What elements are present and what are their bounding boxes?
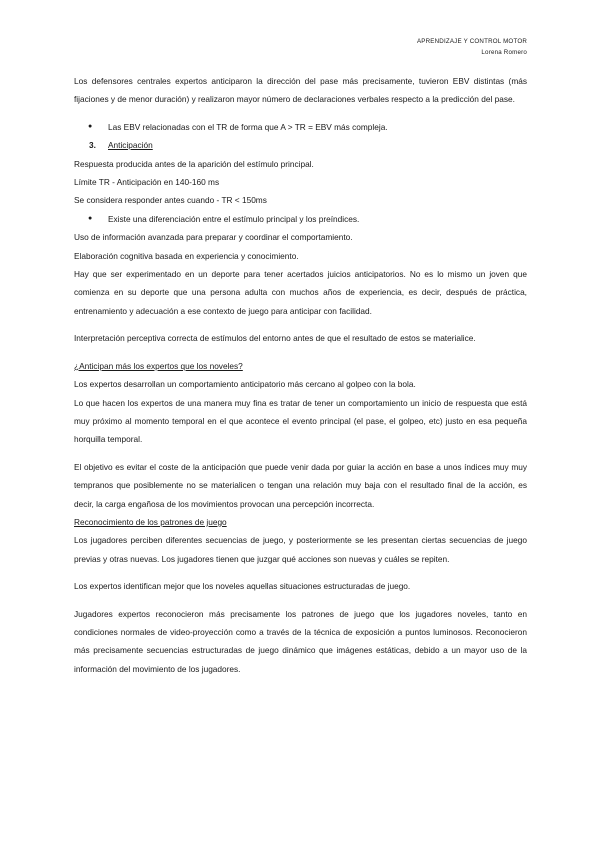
header-author: Lorena Romero (481, 48, 527, 56)
line-elaboracion: Elaboración cognitiva basada en experiencia y conocimiento. (74, 250, 299, 261)
line-expertos: Los expertos desarrollan un comportamiento anticipatorio más cercano al golpeo con la bola. (74, 379, 416, 390)
bullet-icon: ● (88, 214, 93, 222)
bullet-text: Las EBV relacionadas con el TR de forma que A > TR = EBV más compleja. (108, 121, 388, 132)
section-heading-anticipacion (74, 136, 527, 154)
paragraph-lo-que-hacen: Lo que hacen los expertos de una manera muy fina es tratar de tener un comportamiento un inicio de respuesta que está muy próximo al momento temporal en el que acontece el evento principal (el pase, el golpeo, etc) justo en esa pequeña horquilla temporal. (74, 397, 527, 445)
section-title: Anticipación (108, 140, 153, 151)
header-course-title: APRENDIZAJE Y CONTROL MOTOR (416, 38, 527, 45)
paragraph-interpretacion: Interpretación perceptiva correcta de estímulos del entorno antes de que el resultado de estos se materialice. (74, 333, 476, 344)
section-number: 3. (89, 140, 96, 151)
line-identifican: Los expertos identifican mejor que los noveles aquellas situaciones estructuradas de juego. (74, 581, 411, 592)
bullet-item (74, 118, 527, 136)
document-body (74, 72, 527, 678)
paragraph-objetivo: El objetivo es evitar el coste de la anticipación que puede venir dada por guiar la acción en base a unos índices muy muy tempranos que posiblemente no se materialicen o tengan una relación muy baja con el resultado final de la acción, es decir, la carga engañosa de los movimientos provocan una percepción incorrecta. (74, 461, 527, 509)
paragraph-experimentado: Hay que ser experimentado en un deporte para tener acertados juicios anticipatorios. No es lo mismo un joven que comienza en su deporte que una persona adulta con muchos años de experiencia, es decir, después de práctica, entrenamiento y adecuación a ese contexto de juego para anticipar con facilidad. (74, 269, 527, 316)
paragraph-reconocieron: Jugadores expertos reconocieron más precisamente los patrones de juego que los jugadores noveles, tanto en condiciones normales de video-proyección como a través de la técnica de exposición a puntos luminosos. Reconocieron más precisamente secuencias estructuradas de juego dinámico que imágenes estáticas, debido a un mayor uso de la información del movimiento de los jugadores. (74, 608, 527, 674)
paragraph-defensores: Los defensores centrales expertos anticiparon la dirección del pase más precisamente, tuvieron EBV distintas (más fijaciones y de menor duración) y realizaron mayor número de declaraciones verbales respecto a la predicción del pase. (74, 76, 527, 105)
bullet-text: Existe una diferenciación entre el estímulo principal y los preíndices. (108, 213, 360, 224)
line-respuesta: Respuesta producida antes de la aparición del estímulo principal. (74, 158, 314, 169)
heading-reconocimiento: Reconocimiento de los patrones de juego (74, 516, 227, 527)
line-uso: Uso de información avanzada para preparar y coordinar el comportamiento. (74, 232, 353, 243)
line-limite: Límite TR - Anticipación en 140-160 ms (74, 177, 220, 188)
bullet-icon: ● (88, 122, 93, 130)
line-considera: Se considera responder antes cuando - TR < 150ms (74, 195, 267, 206)
page-header (417, 37, 527, 58)
bullet-item (74, 210, 527, 228)
paragraph-jugadores: Los jugadores perciben diferentes secuencias de juego, y posteriormente se les presentan ciertas secuencias de juego previas y otras nuevas. Los jugadores tienen que juzgar qué acciones son nuevas y cuáles se repiten. (74, 535, 527, 564)
heading-anticipan: ¿Anticipan más los expertos que los noveles? (74, 360, 243, 371)
